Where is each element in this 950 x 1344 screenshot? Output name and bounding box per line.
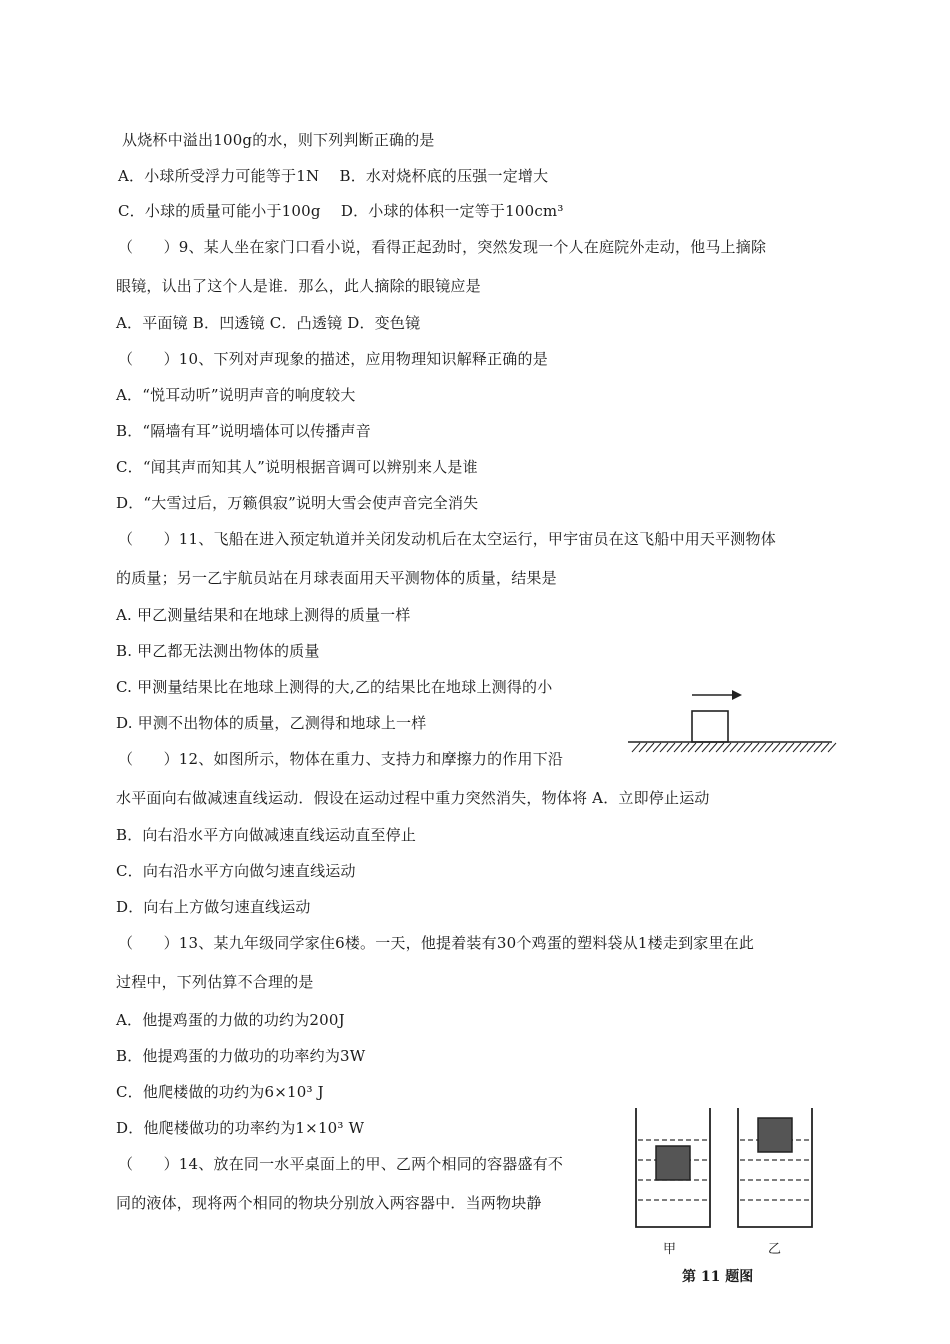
text-line: 同的液体，现将两个相同的物块分别放入两容器中．当两物块静 — [116, 1194, 542, 1212]
block-motion-figure — [620, 680, 840, 770]
motion-arrow-head — [732, 690, 742, 700]
text-line: C．向右沿水平方向做匀速直线运动 — [116, 862, 356, 880]
block-in-jia — [656, 1146, 690, 1180]
label-jia: 甲 — [663, 1242, 677, 1257]
text-line: （ ）10、下列对声现象的描述，应用物理知识解释正确的是 — [118, 350, 548, 368]
text-line: D．他爬楼做功的功率约为1×10³ W — [116, 1119, 365, 1137]
text-line: C．“闻其声而知其人”说明根据音调可以辨别来人是谁 — [116, 458, 478, 476]
text-line: D．向右上方做匀速直线运动 — [116, 898, 311, 916]
text-line: D. 甲测不出物体的质量，乙测得和地球上一样 — [116, 714, 427, 732]
text-line: C．小球的质量可能小于100g D．小球的体积一定等于100cm³ — [118, 202, 564, 220]
text-line: 水平面向右做减速直线运动．假设在运动过程中重力突然消失，物体将 A．立即停止运动 — [116, 789, 710, 807]
block-in-yi — [758, 1118, 792, 1152]
block — [692, 711, 728, 742]
ground-hatching — [632, 743, 836, 752]
text-line: A．平面镜 B．凹透镜 C．凸透镜 D．变色镜 — [116, 314, 421, 332]
text-line: C. 甲测量结果比在地球上测得的大,乙的结果比在地球上测得的小 — [116, 678, 553, 696]
text-line: A. 甲乙测量结果和在地球上测得的质量一样 — [116, 606, 411, 624]
text-line: C．他爬楼做的功约为6×10³ J — [116, 1083, 324, 1101]
text-line: A．他提鸡蛋的力做的功约为200J — [116, 1011, 345, 1029]
text-line: B. 甲乙都无法测出物体的质量 — [116, 642, 320, 660]
text-line: B．向右沿水平方向做减速直线运动直至停止 — [116, 826, 417, 844]
figure-caption: 第 11 题图 — [682, 1269, 754, 1285]
container-jia — [636, 1108, 710, 1227]
text-line: （ ）9、某人坐在家门口看小说，看得正起劲时，突然发现一个人在庭院外走动，他马上摘除 — [118, 238, 767, 256]
containers-figure — [628, 1105, 828, 1235]
container-yi — [738, 1108, 812, 1227]
text-line: 的质量；另一乙宇航员站在月球表面用天平测物体的质量，结果是 — [116, 569, 557, 587]
text-line: A．小球所受浮力可能等于1N B．水对烧杯底的压强一定增大 — [118, 167, 549, 185]
text-line: （ ）12、如图所示，物体在重力、支持力和摩擦力的作用下沿 — [118, 750, 564, 768]
text-line: B．“隔墙有耳”说明墙体可以传播声音 — [116, 422, 371, 440]
text-line: B．他提鸡蛋的力做功的功率约为3W — [116, 1047, 366, 1065]
text-line: （ ）13、某九年级同学家住6楼。一天，他提着装有30个鸡蛋的塑料袋从1楼走到家里在此 — [118, 934, 755, 952]
label-yi: 乙 — [768, 1242, 782, 1257]
text-line: （ ）11、飞船在进入预定轨道并关闭发动机后在太空运行，甲宇宙员在这飞船中用天平测物体 — [118, 530, 776, 548]
text-line: （ ）14、放在同一水平桌面上的甲、乙两个相同的容器盛有不 — [118, 1155, 564, 1173]
text-line: A．“悦耳动听”说明声音的响度较大 — [116, 386, 356, 404]
text-line: 眼镜，认出了这个人是谁．那么，此人摘除的眼镜应是 — [116, 277, 481, 295]
text-line: 从烧杯中溢出100g的水，则下列判断正确的是 — [122, 131, 435, 149]
text-line: 过程中，下列估算不合理的是 — [116, 973, 314, 991]
text-line: D．“大雪过后，万籁俱寂”说明大雪会使声音完全消失 — [116, 494, 479, 512]
